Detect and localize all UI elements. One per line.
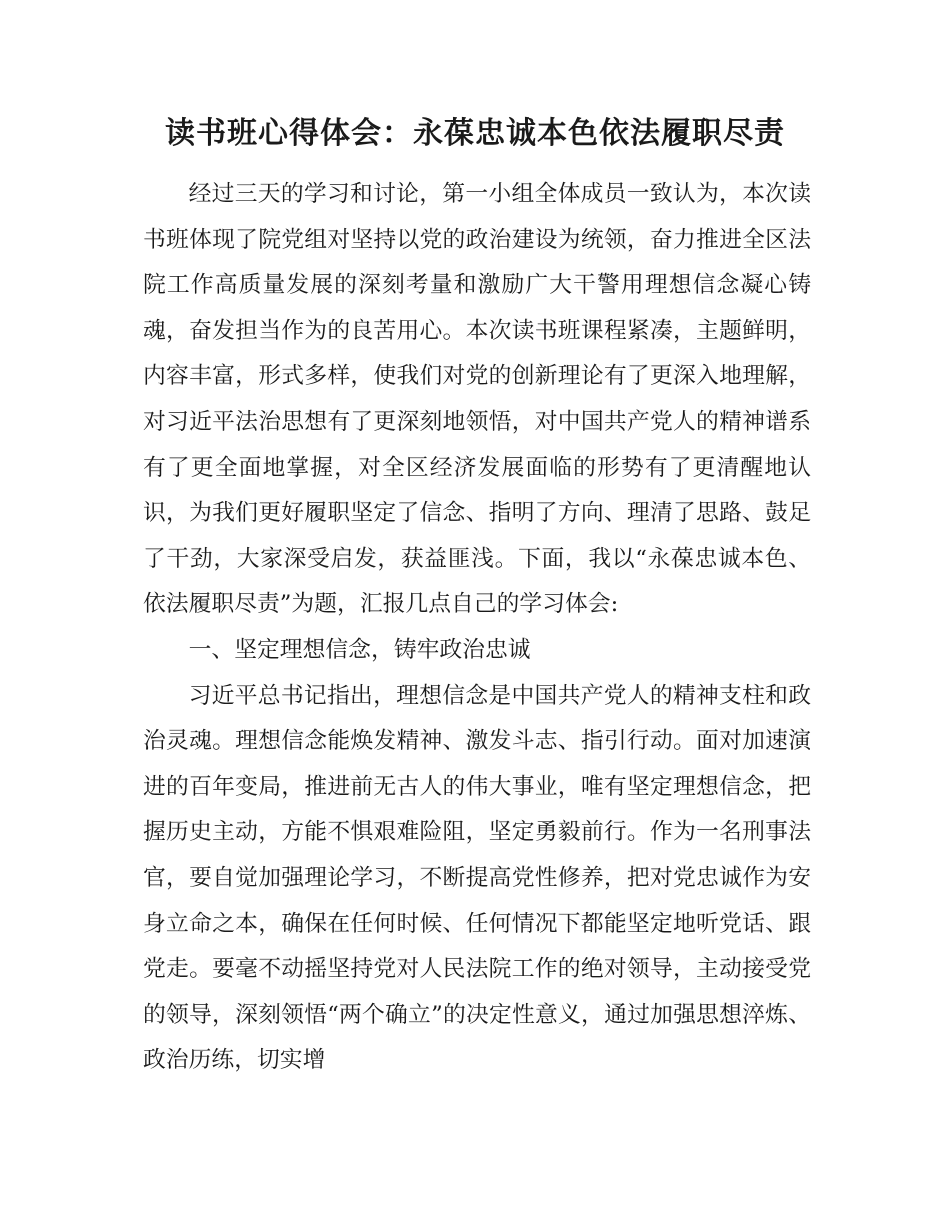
section-heading-1: 一、坚定理想信念，铸牢政治忠诚 bbox=[188, 636, 531, 663]
intro-paragraph: 经过三天的学习和讨论，第一小组全体成员一致认为，本次读书班体现了院党组对坚持以党的政治建设为统领，奋力推进全区法院工作高质量发展的深刻考量和激励广大干警用理想信念凝心铸魂，奋发担当作为的良苦用心。本次读书班课程紧凑，主题鲜明，内容丰富，形式多样，使我们对党的创新理论有了更深入地理解，对习近平法治思想有了更深刻地领悟，对中国共产党人的精神谱系有了更全面地掌握，对全区经济发展面临的形势有了更清醒地认识，为我们更好履职坚定了信念、指明了方向、理清了思路、鼓足了干劲，大家深受启发，获益匪浅。下面，我以“永葆忠诚本色、依法履职尽责”为题，汇报几点自己的学习体会: bbox=[143, 181, 811, 618]
document-title: 读书班心得体会：永葆忠诚本色依法履职尽责 bbox=[165, 116, 785, 151]
document-body bbox=[143, 172, 811, 1084]
section-1-paragraph: 习近平总书记指出，理想信念是中国共产党人的精神支柱和政治灵魂。理想信念能焕发精神、激发斗志、指引行动。面对加速演进的百年变局，推进前无古人的伟大事业，唯有坚定理想信念，把握历史主动，方能不惧艰难险阻，坚定勇毅前行。作为一名刑事法官，要自觉加强理论学习，不断提高党性修养，把对党忠诚作为安身立命之本，确保在任何时候、任何情况下都能坚定地听党话、跟党走。要毫不动摇坚持党对人民法院工作的绝对领导，主动接受党的领导，深刻领悟“两个确立”的决定性意义，通过加强思想淬炼、政治历练，切实增 bbox=[143, 682, 811, 1074]
